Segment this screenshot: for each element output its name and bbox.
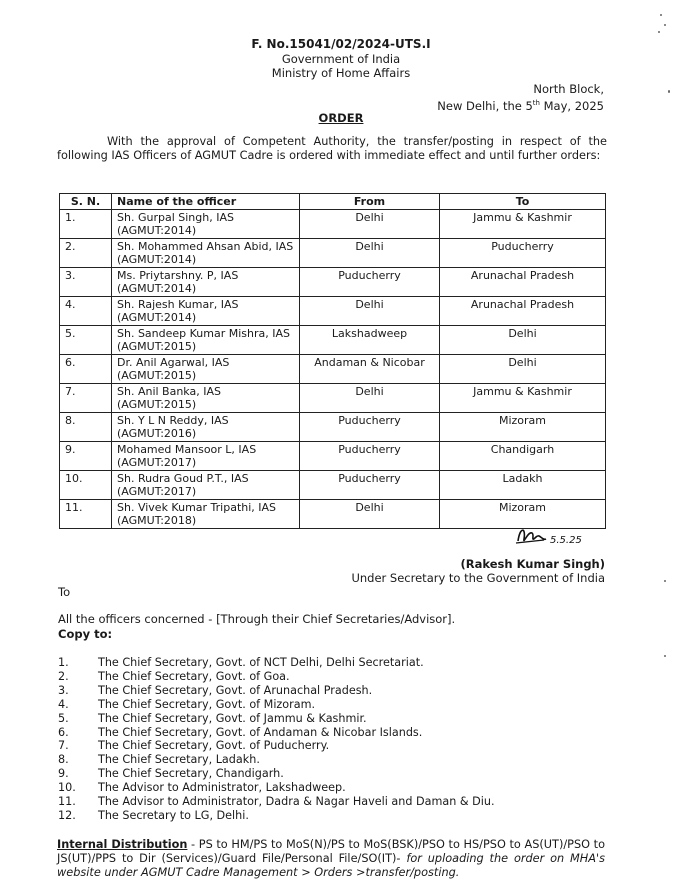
list-item-number: 5.	[58, 711, 69, 725]
scan-speck	[664, 24, 666, 26]
table-row	[60, 297, 606, 326]
date-prefix: New Delhi, the 5	[437, 98, 533, 113]
row-sn: 9.	[60, 442, 112, 471]
signer-designation: Under Secretary to the Government of India	[351, 571, 605, 585]
list-item-text: The Secretary to LG, Delhi.	[98, 808, 249, 822]
table-row	[60, 210, 606, 239]
list-item	[58, 809, 495, 823]
list-item	[58, 753, 495, 767]
row-officer-name: Sh. Vivek Kumar Tripathi, IAS (AGMUT:2018)	[112, 500, 300, 529]
col-header-from: From	[300, 194, 440, 210]
row-officer-name: Sh. Rajesh Kumar, IAS (AGMUT:2014)	[112, 297, 300, 326]
transfer-table	[59, 193, 606, 529]
list-item-number: 12.	[58, 808, 76, 822]
row-from: Lakshadweep	[300, 326, 440, 355]
scan-speck	[658, 31, 660, 33]
table-row	[60, 326, 606, 355]
row-from: Puducherry	[300, 471, 440, 500]
list-item-number: 3.	[58, 683, 69, 697]
list-item-text: The Chief Secretary, Govt. of Jammu & Kashmir.	[98, 711, 367, 725]
row-from: Delhi	[300, 500, 440, 529]
table-row	[60, 239, 606, 268]
internal-distribution-label: Internal Distribution	[57, 838, 188, 851]
list-item	[58, 726, 495, 740]
row-to: Puducherry	[440, 239, 606, 268]
list-item	[58, 712, 495, 726]
row-officer-name: Mohamed Mansoor L, IAS (AGMUT:2017)	[112, 442, 300, 471]
row-from: Delhi	[300, 239, 440, 268]
row-officer-name: Sh. Mohammed Ahsan Abid, IAS (AGMUT:2014)	[112, 239, 300, 268]
row-sn: 3.	[60, 268, 112, 297]
table-row	[60, 442, 606, 471]
scan-speck	[664, 580, 666, 582]
table-row	[60, 471, 606, 500]
list-item-number: 11.	[58, 795, 76, 809]
list-item-text: The Advisor to Administrator, Lakshadweep.	[98, 781, 346, 795]
row-officer-name: Ms. Priytarshny. P, IAS (AGMUT:2014)	[112, 268, 300, 297]
row-officer-name: Sh. Y L N Reddy, IAS (AGMUT:2016)	[112, 413, 300, 442]
internal-distribution-text: - PS to HM/PS to MoS(N)/PS to MoS(BSK)/PSO to HS/PSO to AS(UT)/PSO to JS(UT)/PPS to Dir (Services)/Guard File/Personal File/SO(IT)-	[57, 838, 605, 865]
row-to: Delhi	[440, 326, 606, 355]
list-item-number: 2.	[58, 669, 69, 683]
signature-mark	[514, 523, 584, 553]
row-from: Delhi	[300, 210, 440, 239]
list-item	[58, 684, 495, 698]
row-from: Puducherry	[300, 413, 440, 442]
table-row	[60, 355, 606, 384]
date-sup: th	[532, 99, 540, 107]
row-to: Arunachal Pradesh	[440, 297, 606, 326]
issue-place: North Block,	[533, 82, 604, 96]
row-from: Puducherry	[300, 442, 440, 471]
row-sn: 11.	[60, 500, 112, 529]
list-item-text: The Chief Secretary, Govt. of Puducherry.	[98, 739, 330, 753]
list-item-text: The Chief Secretary, Chandigarh.	[98, 767, 284, 781]
table-header-row	[60, 194, 606, 210]
recipients-line: All the officers concerned - [Through their Chief Secretaries/Advisor].	[58, 612, 456, 626]
list-item	[58, 739, 495, 753]
row-sn: 6.	[60, 355, 112, 384]
internal-distribution-italic: for uploading the order on MHA's website under AGMUT Cadre Management > Orders >transfer/posting.	[57, 852, 606, 879]
list-item-number: 10.	[58, 781, 76, 795]
row-to: Ladakh	[440, 471, 606, 500]
list-item	[58, 698, 495, 712]
row-sn: 8.	[60, 413, 112, 442]
internal-distribution	[57, 838, 605, 880]
row-officer-name: Sh. Anil Banka, IAS (AGMUT:2015)	[112, 384, 300, 413]
list-item-text: The Chief Secretary, Govt. of NCT Delhi, Delhi Secretariat.	[98, 656, 424, 669]
row-from: Delhi	[300, 384, 440, 413]
government-name: Government of India	[281, 52, 401, 66]
row-sn: 2.	[60, 239, 112, 268]
row-from: Delhi	[300, 297, 440, 326]
list-item-number: 1.	[58, 656, 69, 669]
row-officer-name: Sh. Sandeep Kumar Mishra, IAS (AGMUT:2015)	[112, 326, 300, 355]
copy-to-list	[58, 656, 495, 823]
row-to: Jammu & Kashmir	[440, 210, 606, 239]
row-to: Mizoram	[440, 413, 606, 442]
order-title: ORDER	[318, 111, 364, 125]
intro-paragraph: With the approval of Competent Authority, the transfer/posting in respect of the following IAS Officers of AGMUT Cadre is ordered with immediate effect and until further orders:	[57, 135, 607, 162]
to-label: To	[58, 585, 71, 599]
list-item-text: The Chief Secretary, Govt. of Arunachal Pradesh.	[98, 683, 373, 697]
row-officer-name: Sh. Rudra Goud P.T., IAS (AGMUT:2017)	[112, 471, 300, 500]
list-item-text: The Chief Secretary, Ladakh.	[98, 753, 260, 767]
ministry-name: Ministry of Home Affairs	[271, 66, 411, 80]
scan-speck	[664, 655, 666, 657]
row-from: Andaman & Nicobar	[300, 355, 440, 384]
list-item-number: 6.	[58, 725, 69, 739]
list-item	[58, 656, 495, 670]
list-item	[58, 781, 495, 795]
row-sn: 7.	[60, 384, 112, 413]
row-sn: 1.	[60, 210, 112, 239]
row-to: Arunachal Pradesh	[440, 268, 606, 297]
file-number: F. No.15041/02/2024-UTS.I	[251, 37, 431, 51]
list-item-text: The Chief Secretary, Govt. of Mizoram.	[98, 697, 316, 711]
list-item-number: 7.	[58, 739, 69, 753]
date-suffix: May, 2025	[539, 98, 604, 113]
col-header-sn: S. N.	[60, 194, 112, 210]
list-item-text: The Advisor to Administrator, Dadra & Nagar Haveli and Daman & Diu.	[98, 795, 495, 809]
list-item-number: 8.	[58, 753, 69, 767]
row-from: Puducherry	[300, 268, 440, 297]
row-to: Mizoram	[440, 500, 606, 529]
table-row	[60, 413, 606, 442]
list-item	[58, 767, 495, 781]
list-item	[58, 670, 495, 684]
table-row	[60, 268, 606, 297]
row-to: Chandigarh	[440, 442, 606, 471]
row-officer-name: Dr. Anil Agarwal, IAS (AGMUT:2015)	[112, 355, 300, 384]
signature-date: 5.5.25	[550, 535, 582, 546]
table-row	[60, 384, 606, 413]
list-item-number: 4.	[58, 697, 69, 711]
list-item-number: 9.	[58, 767, 69, 781]
col-header-name: Name of the officer	[112, 194, 300, 210]
list-item	[58, 795, 495, 809]
row-sn: 10.	[60, 471, 112, 500]
copy-to-label: Copy to:	[58, 627, 113, 641]
list-item-text: The Chief Secretary, Govt. of Goa.	[98, 669, 290, 683]
col-header-to: To	[440, 194, 606, 210]
row-to: Delhi	[440, 355, 606, 384]
row-to: Jammu & Kashmir	[440, 384, 606, 413]
row-officer-name: Sh. Gurpal Singh, IAS (AGMUT:2014)	[112, 210, 300, 239]
row-sn: 5.	[60, 326, 112, 355]
signer-name: (Rakesh Kumar Singh)	[460, 557, 605, 571]
row-sn: 4.	[60, 297, 112, 326]
scan-speck	[668, 90, 670, 93]
list-item-text: The Chief Secretary, Govt. of Andaman & Nicobar Islands.	[98, 725, 423, 739]
scan-speck	[660, 14, 662, 16]
